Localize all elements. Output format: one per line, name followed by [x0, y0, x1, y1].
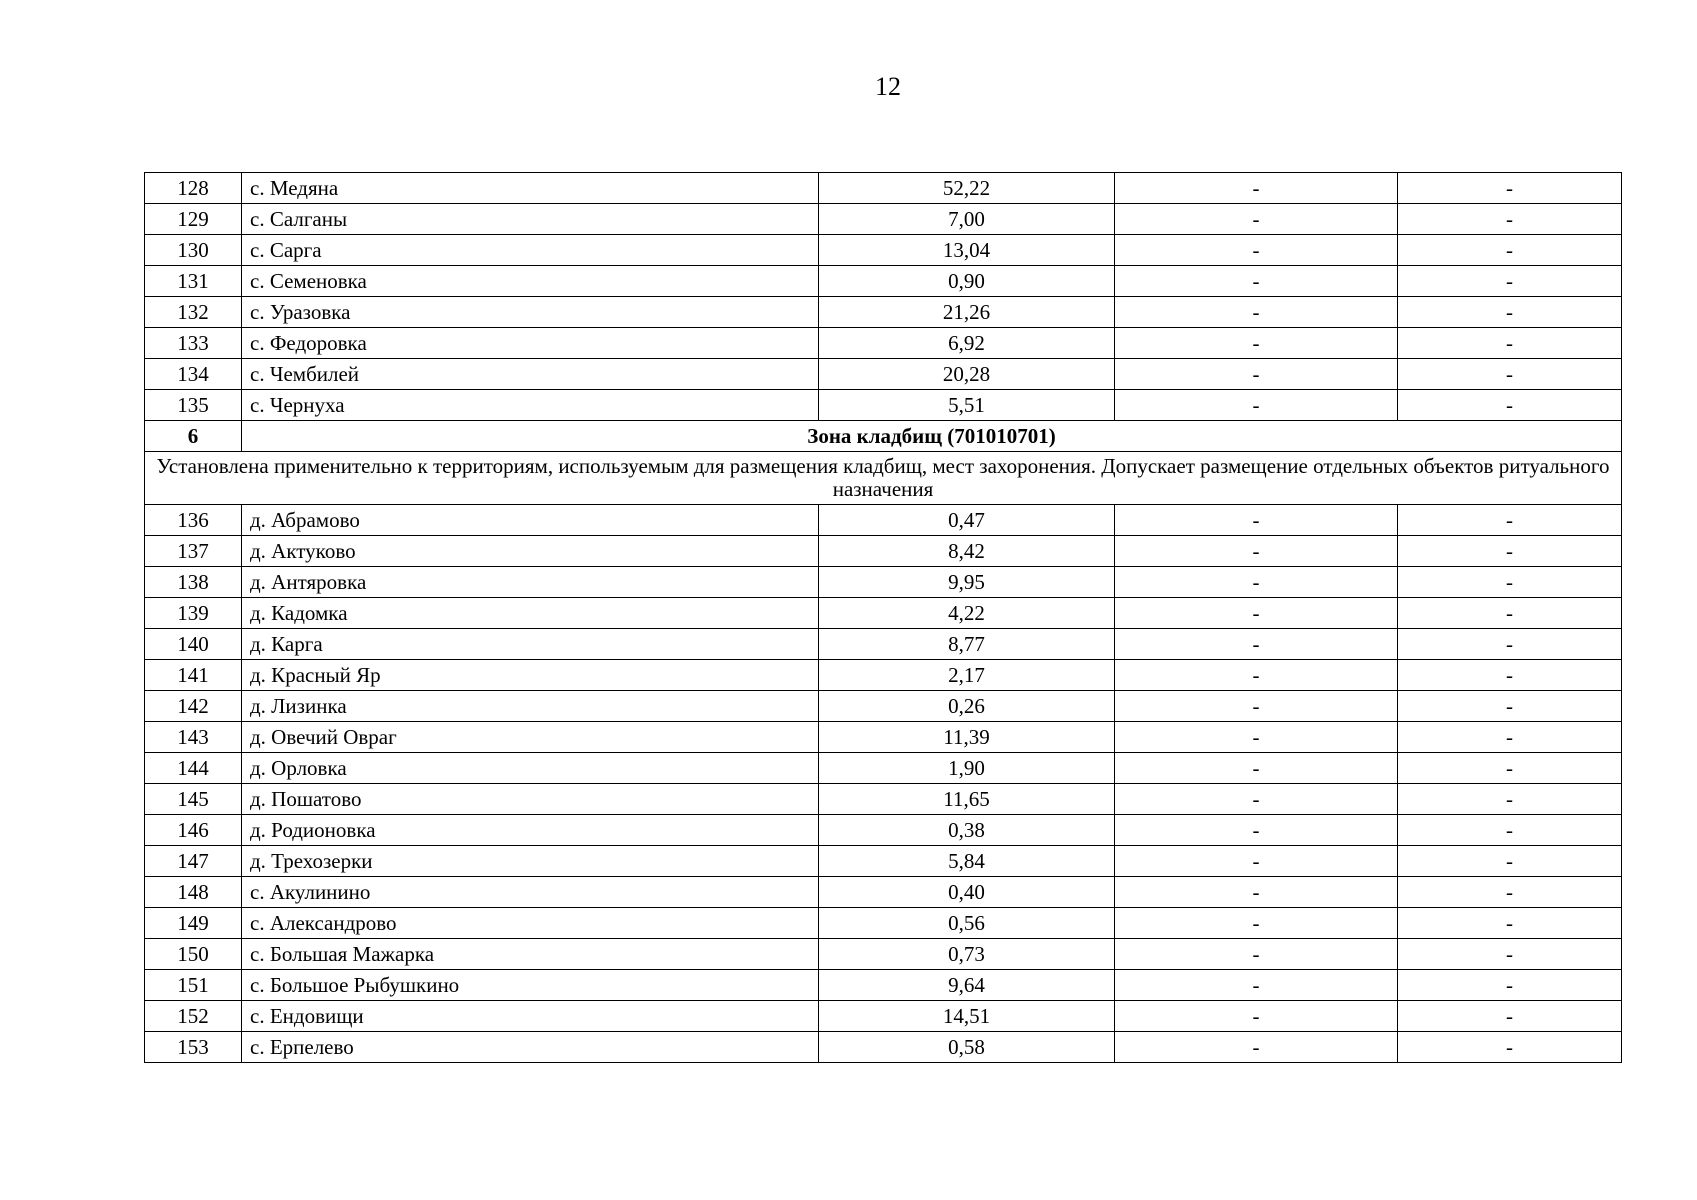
table-row	[145, 235, 1622, 266]
dash-cell: -	[1398, 846, 1622, 877]
table-row	[145, 328, 1622, 359]
row-number-cell: 151	[145, 970, 242, 1001]
table-row	[145, 390, 1622, 421]
dash-cell: -	[1398, 266, 1622, 297]
row-number-cell: 136	[145, 505, 242, 536]
settlement-name-cell: с. Большая Мажарка	[242, 939, 819, 970]
area-cell: 0,40	[819, 877, 1115, 908]
zone-title: Зона кладбищ (701010701)	[242, 421, 1622, 452]
settlement-name-cell: д. Овечий Овраг	[242, 722, 819, 753]
area-cell: 9,64	[819, 970, 1115, 1001]
settlement-name-cell: с. Семеновка	[242, 266, 819, 297]
row-number-cell: 141	[145, 660, 242, 691]
row-number-cell: 131	[145, 266, 242, 297]
dash-cell: -	[1115, 784, 1398, 815]
table-row	[145, 598, 1622, 629]
table-row	[145, 1001, 1622, 1032]
table-row	[145, 1032, 1622, 1063]
row-number-cell: 147	[145, 846, 242, 877]
settlement-name-cell: с. Уразовка	[242, 297, 819, 328]
table-row	[145, 204, 1622, 235]
dash-cell: -	[1115, 815, 1398, 846]
dash-cell: -	[1398, 1032, 1622, 1063]
dash-cell: -	[1115, 297, 1398, 328]
dash-cell: -	[1398, 567, 1622, 598]
table-row	[145, 877, 1622, 908]
row-number-cell: 138	[145, 567, 242, 598]
dash-cell: -	[1398, 390, 1622, 421]
area-cell: 14,51	[819, 1001, 1115, 1032]
area-cell: 21,26	[819, 297, 1115, 328]
row-number-cell: 152	[145, 1001, 242, 1032]
row-number-cell: 143	[145, 722, 242, 753]
dash-cell: -	[1115, 970, 1398, 1001]
dash-cell: -	[1115, 722, 1398, 753]
zone-section	[145, 421, 1622, 505]
row-number-cell: 144	[145, 753, 242, 784]
settlement-name-cell: д. Родионовка	[242, 815, 819, 846]
table-row	[145, 359, 1622, 390]
table-row	[145, 722, 1622, 753]
settlement-name-cell: с. Акулинино	[242, 877, 819, 908]
dash-cell: -	[1398, 505, 1622, 536]
row-number-cell: 139	[145, 598, 242, 629]
dash-cell: -	[1115, 235, 1398, 266]
dash-cell: -	[1115, 939, 1398, 970]
settlement-name-cell: с. Ерпелево	[242, 1032, 819, 1063]
area-cell: 13,04	[819, 235, 1115, 266]
dash-cell: -	[1398, 722, 1622, 753]
row-number-cell: 153	[145, 1032, 242, 1063]
table-row	[145, 753, 1622, 784]
area-cell: 0,73	[819, 939, 1115, 970]
zone-header-row	[145, 421, 1622, 452]
dash-cell: -	[1115, 505, 1398, 536]
table-row	[145, 173, 1622, 204]
page-number: 12	[875, 72, 901, 101]
zones-table	[144, 172, 1622, 1063]
row-number-cell: 133	[145, 328, 242, 359]
dash-cell: -	[1398, 598, 1622, 629]
area-cell: 11,65	[819, 784, 1115, 815]
dash-cell: -	[1398, 173, 1622, 204]
settlement-name-cell: с. Александрово	[242, 908, 819, 939]
settlement-name-cell: с. Медяна	[242, 173, 819, 204]
settlement-name-cell: д. Орловка	[242, 753, 819, 784]
table-row	[145, 970, 1622, 1001]
dash-cell: -	[1115, 536, 1398, 567]
area-cell: 0,47	[819, 505, 1115, 536]
dash-cell: -	[1398, 939, 1622, 970]
dash-cell: -	[1398, 328, 1622, 359]
table-body-before-zone	[145, 173, 1622, 421]
area-cell: 0,90	[819, 266, 1115, 297]
dash-cell: -	[1398, 660, 1622, 691]
area-cell: 52,22	[819, 173, 1115, 204]
area-cell: 0,26	[819, 691, 1115, 722]
settlement-name-cell: д. Красный Яр	[242, 660, 819, 691]
area-cell: 0,58	[819, 1032, 1115, 1063]
dash-cell: -	[1115, 390, 1398, 421]
dash-cell: -	[1398, 908, 1622, 939]
dash-cell: -	[1115, 173, 1398, 204]
dash-cell: -	[1398, 629, 1622, 660]
zone-number: 6	[145, 421, 242, 452]
row-number-cell: 137	[145, 536, 242, 567]
table-row	[145, 908, 1622, 939]
row-number-cell: 146	[145, 815, 242, 846]
settlement-name-cell: с. Салганы	[242, 204, 819, 235]
row-number-cell: 129	[145, 204, 242, 235]
table-row	[145, 784, 1622, 815]
row-number-cell: 145	[145, 784, 242, 815]
settlement-name-cell: с. Чембилей	[242, 359, 819, 390]
dash-cell: -	[1398, 297, 1622, 328]
dash-cell: -	[1115, 266, 1398, 297]
dash-cell: -	[1115, 598, 1398, 629]
table-row	[145, 536, 1622, 567]
row-number-cell: 140	[145, 629, 242, 660]
settlement-name-cell: д. Актуково	[242, 536, 819, 567]
dash-cell: -	[1115, 691, 1398, 722]
dash-cell: -	[1115, 753, 1398, 784]
settlement-name-cell: д. Лизинка	[242, 691, 819, 722]
area-cell: 8,42	[819, 536, 1115, 567]
area-cell: 1,90	[819, 753, 1115, 784]
table-row	[145, 505, 1622, 536]
dash-cell: -	[1115, 328, 1398, 359]
zone-description-row	[145, 452, 1622, 505]
table-row	[145, 660, 1622, 691]
dash-cell: -	[1398, 536, 1622, 567]
area-cell: 9,95	[819, 567, 1115, 598]
area-cell: 5,51	[819, 390, 1115, 421]
area-cell: 6,92	[819, 328, 1115, 359]
table-row	[145, 815, 1622, 846]
dash-cell: -	[1115, 846, 1398, 877]
row-number-cell: 142	[145, 691, 242, 722]
dash-cell: -	[1115, 877, 1398, 908]
table-row	[145, 939, 1622, 970]
settlement-name-cell: д. Карга	[242, 629, 819, 660]
area-cell: 20,28	[819, 359, 1115, 390]
table-row	[145, 691, 1622, 722]
dash-cell: -	[1398, 877, 1622, 908]
row-number-cell: 134	[145, 359, 242, 390]
settlement-name-cell: с. Федоровка	[242, 328, 819, 359]
area-cell: 5,84	[819, 846, 1115, 877]
dash-cell: -	[1398, 1001, 1622, 1032]
table-row	[145, 567, 1622, 598]
row-number-cell: 130	[145, 235, 242, 266]
dash-cell: -	[1115, 1032, 1398, 1063]
dash-cell: -	[1115, 204, 1398, 235]
settlement-name-cell: д. Антяровка	[242, 567, 819, 598]
zone-description: Установлена применительно к территориям, используемым для размещения кладбищ, мест захоронения. Допускает размещение отдельных объектов ритуального назначения	[145, 452, 1622, 505]
dash-cell: -	[1398, 784, 1622, 815]
dash-cell: -	[1398, 970, 1622, 1001]
settlement-name-cell: с. Чернуха	[242, 390, 819, 421]
row-number-cell: 148	[145, 877, 242, 908]
dash-cell: -	[1398, 204, 1622, 235]
table-body-after-zone	[145, 505, 1622, 1063]
table-row	[145, 846, 1622, 877]
settlement-name-cell: с. Сарга	[242, 235, 819, 266]
row-number-cell: 135	[145, 390, 242, 421]
settlement-name-cell: д. Трехозерки	[242, 846, 819, 877]
dash-cell: -	[1115, 908, 1398, 939]
area-cell: 11,39	[819, 722, 1115, 753]
row-number-cell: 149	[145, 908, 242, 939]
dash-cell: -	[1115, 1001, 1398, 1032]
dash-cell: -	[1115, 567, 1398, 598]
table-row	[145, 629, 1622, 660]
settlement-name-cell: с. Большое Рыбушкино	[242, 970, 819, 1001]
area-cell: 0,38	[819, 815, 1115, 846]
dash-cell: -	[1115, 660, 1398, 691]
dash-cell: -	[1398, 753, 1622, 784]
dash-cell: -	[1398, 359, 1622, 390]
dash-cell: -	[1115, 629, 1398, 660]
row-number-cell: 132	[145, 297, 242, 328]
dash-cell: -	[1115, 359, 1398, 390]
table-row	[145, 297, 1622, 328]
dash-cell: -	[1398, 815, 1622, 846]
area-cell: 7,00	[819, 204, 1115, 235]
settlement-name-cell: д. Пошатово	[242, 784, 819, 815]
dash-cell: -	[1398, 691, 1622, 722]
area-cell: 8,77	[819, 629, 1115, 660]
table-row	[145, 266, 1622, 297]
dash-cell: -	[1398, 235, 1622, 266]
area-cell: 2,17	[819, 660, 1115, 691]
settlement-name-cell: с. Ендовищи	[242, 1001, 819, 1032]
area-cell: 4,22	[819, 598, 1115, 629]
settlement-name-cell: д. Абрамово	[242, 505, 819, 536]
row-number-cell: 128	[145, 173, 242, 204]
settlement-name-cell: д. Кадомка	[242, 598, 819, 629]
row-number-cell: 150	[145, 939, 242, 970]
area-cell: 0,56	[819, 908, 1115, 939]
